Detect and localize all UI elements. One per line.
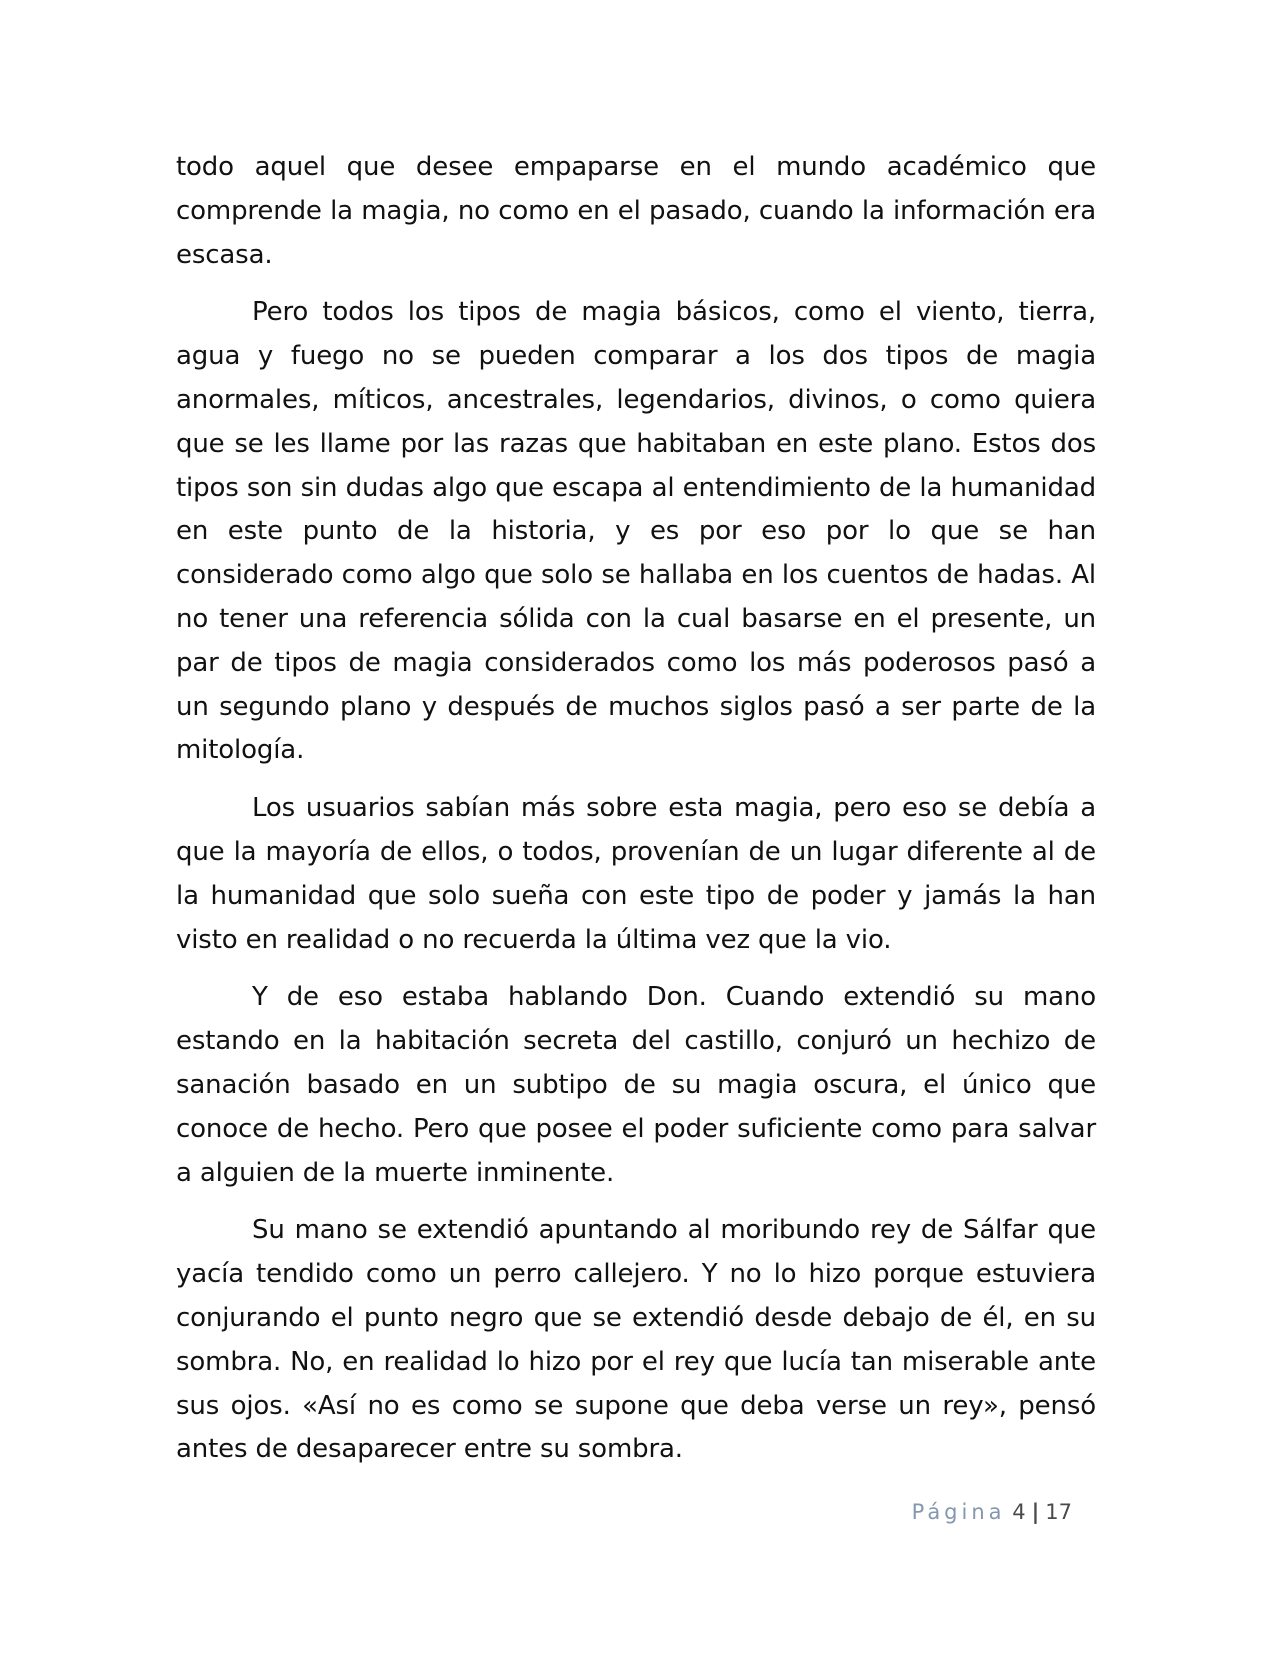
body-text (176, 146, 1096, 1486)
paragraph-4: Y de eso estaba hablando Don. Cuando extendió su mano estando en la habitación secreta del castillo, conjuró un hechizo de sanación basado en un subtipo de su magia oscura, el único que conoce de hecho. Pero que posee el poder suficiente como para salvar a alguien de la muerte inminente. (176, 982, 1096, 1188)
page-footer (0, 1497, 1072, 1527)
paragraph-5: Su mano se extendió apuntando al moribundo rey de Sálfar que yacía tendido como un perro callejero. Y no lo hizo porque estuviera conjurando el punto negro que se extendió desde debajo de él, en su sombra. No, en realidad lo hizo por el rey que lucía tan miserable ante sus ojos. «Así no es como se supone que deba verse un rey», pensó antes de desaparecer entre su sombra. (176, 1215, 1096, 1465)
page-label: Página (911, 1500, 1006, 1524)
page-number: 4 (1012, 1500, 1026, 1524)
total-pages: 17 (1045, 1500, 1072, 1524)
paragraph-2: Pero todos los tipos de magia básicos, como el viento, tierra, agua y fuego no se pueden comparar a los dos tipos de magia anormales, míticos, ancestrales, legendarios, divinos, o como quiera que se les llame por las razas que habitaban en este plano. Estos dos tipos son sin dudas algo que escapa al entendimiento de la humanidad en este punto de la historia, y es por eso por lo que se han considerado como algo que solo se hallaba en los cuentos de hadas. Al no tener una referencia sólida con la cual basarse en el presente, un par de tipos de magia considerados como los más poderosos pasó a un segundo plano y después de muchos siglos pasó a ser parte de la mitología. (176, 297, 1096, 766)
paragraph-1: todo aquel que desee empaparse en el mundo académico que comprende la magia, no como en el pasado, cuando la información era escasa. (176, 152, 1096, 270)
paragraph-3: Los usuarios sabían más sobre esta magia, pero eso se debía a que la mayoría de ellos, o todos, provenían de un lugar diferente al de la humanidad que solo sueña con este tipo de poder y jamás la han visto en realidad o no recuerda la última vez que la vio. (176, 793, 1096, 955)
page-separator: | (1031, 1500, 1040, 1524)
